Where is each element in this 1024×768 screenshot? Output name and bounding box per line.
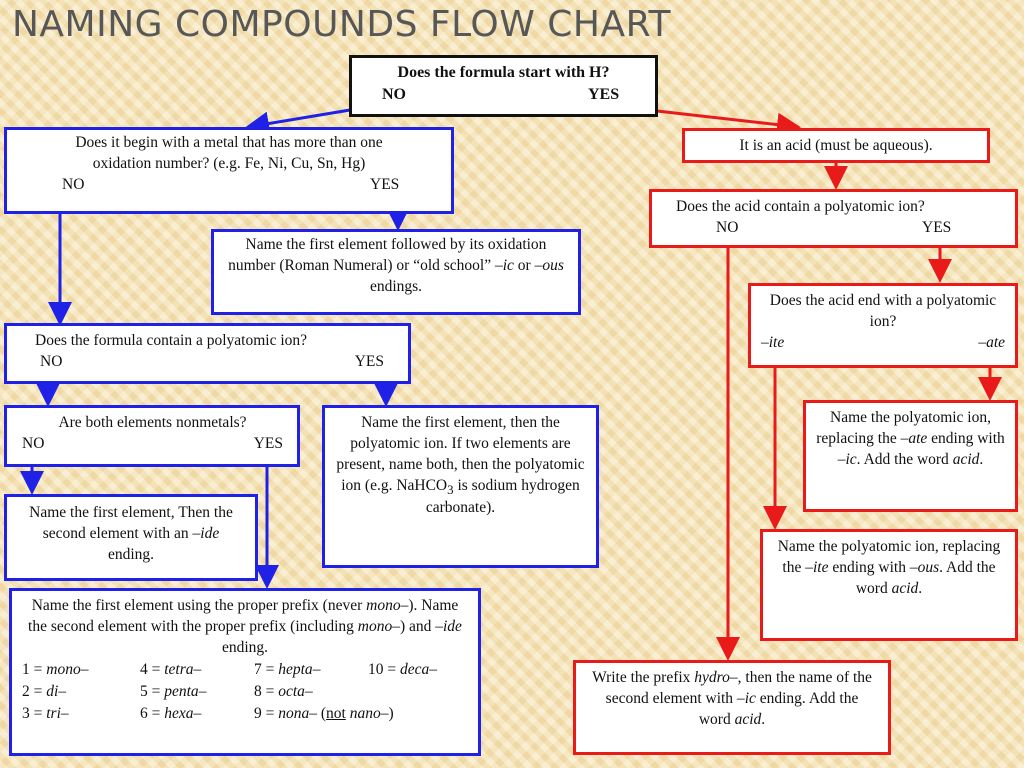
prefix-row-3	[22, 704, 468, 726]
ate-rule-end: .	[979, 450, 984, 468]
ite-option-label: –ite	[761, 333, 785, 351]
page-title: NAMING COMPOUNDS FLOW CHART	[12, 4, 671, 45]
hydro-ic-ending: ic	[744, 689, 756, 707]
nonmetals-question: Are both elements nonmetals?	[58, 414, 247, 431]
ate-option-label: –ate	[978, 333, 1005, 351]
roman-numeral-rule-box	[211, 229, 581, 315]
ite-rule-text-3: . Add the word	[855, 558, 996, 597]
polyatomic-no-label: NO	[40, 352, 63, 370]
ite-acid-word: acid	[891, 579, 919, 597]
ite-rule-text-2: ending with –	[828, 558, 918, 576]
acid-ending-options	[761, 333, 1005, 354]
metal-question-line2: oxidation number? (e.g. Fe, Ni, Cu, Sn, Hg)	[92, 154, 366, 172]
prefix-text-2: –). Name the second element with the proper prefix (including	[28, 597, 459, 635]
ide-rule-end: ending.	[107, 545, 155, 563]
ate-rule-box	[803, 400, 1018, 512]
prefix-ide: ide	[443, 617, 462, 635]
prefix-9: 9 = nona– (not nano–)	[254, 704, 394, 722]
metal-question-line1: Does it begin with a metal that has more than one	[75, 134, 383, 151]
polyatomic-yes-label: YES	[354, 352, 384, 370]
polyatomic-question-box	[4, 323, 411, 384]
acid-polyatomic-no-label: NO	[716, 218, 739, 236]
hydro-acid-word: acid	[734, 710, 762, 728]
prefix-7: 7 = hepta–	[254, 660, 321, 678]
roman-ous-ending: ous	[542, 256, 564, 274]
prefix-mono-1: mono	[366, 597, 401, 614]
nonmetals-question-box	[4, 405, 300, 467]
ite-rule-end: .	[918, 579, 923, 597]
prefix-row-1	[22, 660, 468, 682]
ite-rule-box	[760, 529, 1018, 641]
prefix-4: 4 = tetra–	[140, 660, 202, 678]
hydro-rule-text-3: ending. Add the word	[698, 689, 859, 728]
prefix-row-2	[22, 682, 468, 704]
acid-polyatomic-yes-label: YES	[922, 218, 952, 236]
metal-no-label: NO	[62, 175, 85, 193]
roman-rule-end: endings.	[369, 277, 423, 295]
ate-rule-text: Name the polyatomic ion, replacing the –	[816, 409, 991, 447]
ite-rule-text: Name the polyatomic ion, replacing the –	[777, 538, 1001, 576]
ate-rule-text-2: ending with –	[837, 429, 1005, 468]
polyatomic-subscript: 3	[447, 481, 454, 497]
polyatomic-rule-text: Name the first element, then the polyatomic ion. If two elements are present, name both, then the polyatomic ion (e.g. NaHCO	[336, 414, 585, 494]
prefix-text-4: ending.	[221, 638, 269, 656]
start-question: Does the formula start with H?	[397, 64, 610, 81]
ate-rule-text-3: . Add the word	[856, 450, 953, 468]
prefix-10: 10 = deca–	[368, 660, 438, 678]
hydro-rule-text: Write the prefix	[592, 669, 695, 686]
acid-box	[682, 128, 990, 163]
start-no-label: NO	[382, 85, 406, 103]
roman-or: or –	[513, 256, 543, 274]
arrow-start-yes	[657, 111, 798, 127]
acid-polyatomic-options	[676, 218, 993, 239]
ide-rule-text: Name the first element, Then the second element with an –	[29, 504, 233, 542]
nonmetals-no-label: NO	[22, 434, 45, 452]
metal-options	[15, 175, 443, 196]
ate-ending: ate	[908, 429, 928, 447]
metal-question-box	[4, 127, 454, 214]
ite-ending: ite	[812, 558, 829, 576]
start-options	[360, 84, 647, 105]
start-question-box	[349, 55, 658, 117]
prefix-rule-text	[22, 596, 468, 659]
prefix-text-1: Name the first element using the proper prefix (never	[31, 597, 367, 614]
arrow-start-no	[248, 110, 350, 127]
acid-text: It is an acid (must be aqueous).	[739, 137, 933, 154]
prefix-text-3: –) and –	[392, 617, 443, 635]
ate-ic-ending: ic	[845, 450, 857, 468]
roman-ic-ending: ic	[502, 256, 514, 274]
prefix-6: 6 = hexa–	[140, 704, 202, 722]
prefix-5: 5 = penta–	[140, 682, 207, 700]
ite-ous-ending: ous	[917, 558, 940, 576]
acid-ending-question: Does the acid end with a polyatomic ion?	[769, 292, 997, 330]
hydro-rule-text-2: –, then the name of the second element with –	[605, 669, 872, 707]
roman-rule-text: Name the first element followed by its oxidation number (Roman Numeral) or “old school” –	[228, 236, 547, 274]
hydro-rule-box	[573, 660, 891, 755]
start-yes-label: YES	[588, 85, 620, 103]
metal-yes-label: YES	[370, 175, 400, 193]
polyatomic-naming-rule-box	[322, 405, 599, 568]
ate-acid-word: acid	[952, 450, 980, 468]
acid-polyatomic-question: Does the acid contain a polyatomic ion?	[676, 198, 925, 215]
ide-ending: ide	[200, 524, 220, 542]
polyatomic-rule-end: is sodium hydrogen carbonate).	[425, 476, 580, 517]
prefix-3: 3 = tri–	[22, 704, 69, 722]
prefix-rule-box	[9, 588, 481, 756]
acid-polyatomic-question-box	[649, 189, 1018, 248]
prefix-1: 1 = mono–	[22, 660, 89, 678]
prefix-8: 8 = octa–	[254, 682, 313, 700]
hydro-prefix: hydro	[694, 669, 730, 686]
prefix-2: 2 = di–	[22, 682, 67, 700]
nonmetals-options	[22, 434, 283, 455]
hydro-rule-end: .	[761, 710, 766, 728]
nonmetals-yes-label: YES	[253, 434, 283, 452]
polyatomic-question: Does the formula contain a polyatomic ion?	[35, 332, 308, 349]
acid-ending-question-box	[748, 283, 1018, 368]
prefix-mono-2: mono	[357, 617, 393, 635]
ide-rule-box	[4, 494, 258, 581]
polyatomic-options	[35, 352, 384, 373]
